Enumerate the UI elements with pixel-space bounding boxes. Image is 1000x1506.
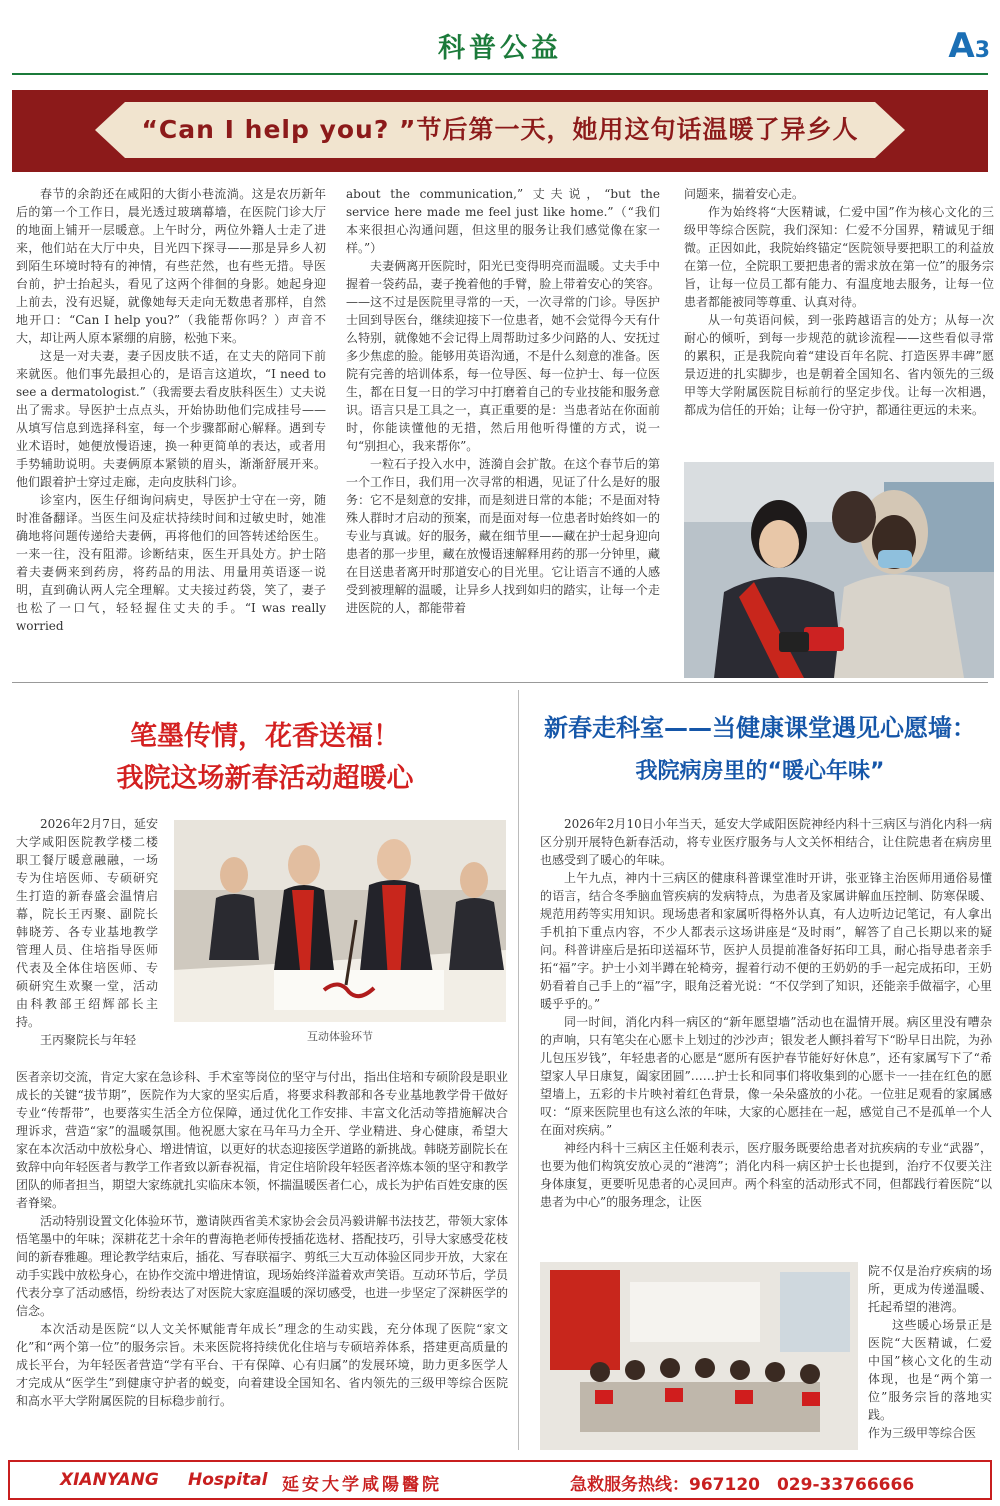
article3-body bbox=[540, 815, 992, 1211]
paragraph: 2026年2月10日小年当天，延安大学咸阳医院神经内科十三病区与消化内科一病区分别开展特色新春活动，将专业医疗服务与人文关怀相结合，让住院患者在病房里也感受到了暖心的年味。 bbox=[540, 817, 992, 867]
article1-photo bbox=[684, 462, 994, 678]
paragraph: 本次活动是医院“以人文关怀赋能青年成长”理念的生动实践，充分体现了医院“家文化”和“两个第一位”的服务宗旨。未来医院将持续优化住培与专硕培养体系，搭建更高质量的成长平台，为年轻医者营造“学有平台、干有保障、心有归属”的发展环境，助力更多医学人才完成从“医学生”到健康守护者的蜕变，向着建设全国知名、省内领先的三级甲等综合医院和高水平大学附属医院的目标稳步前行。 bbox=[16, 1322, 508, 1408]
paragraph: 神经内科十三病区主任姬利表示，医疗服务既要给患者对抗疾病的专业“武器”，也要为他们构筑安放心灵的“港湾”；消化内科一病区护士长也提到，治疗不仅要关注身体康复，更要听见患者的心灵回声。两个科室的活动形式不同，但都践行着医院“以患者为中心”的服务理念，让医 bbox=[540, 1141, 992, 1209]
paragraph: about the communication,” 丈夫说，“but the service here made me feel just like home.”（“我们本来很担心沟通问题，但这里的服务让我们感觉像在家一样。”） bbox=[346, 187, 660, 255]
article3-side-text bbox=[868, 1262, 992, 1442]
article1-title: “Can I help you? ”节后第一天，她用这句话温暖了异乡人 bbox=[141, 115, 859, 144]
paragraph: 作为三级甲等综合医 bbox=[868, 1426, 977, 1440]
paragraph: 2026年2月7日，延安大学咸阳医院教学楼二楼职工餐厅暖意融融，一场专为住培医师、专硕研究生打造的新春盛会温情启幕，院长王丙聚、副院长韩晓芳、各专业基地教学管理人员、住培指导医师代表及全体住培医师、专硕研究生欢聚一堂，活动由科教部王绍辉部长主持。 bbox=[16, 817, 158, 1029]
article2-title-line2: 我院这场新春活动超暖心 bbox=[116, 763, 414, 794]
paragraph: 问题来，揣着安心走。 bbox=[684, 187, 805, 201]
article3-photo bbox=[540, 1262, 858, 1450]
article2-intro bbox=[16, 815, 158, 1049]
article1-column-1 bbox=[16, 185, 326, 635]
paragraph: 作为始终将“大医精诚，仁爱中国”作为核心文化的三级甲等综合医院，我们深知：仁爱不分国界，精诚见于细微。正因如此，我院始终锚定“医院领导要把职工的利益放在第一位，全院职工要把患者的需求放在第一位”的服务宗旨，让每一位员工都有能力、有温度地去服务，让每一位患者都能被同等尊重、认真对待。 bbox=[684, 205, 994, 309]
page-digit: 3 bbox=[974, 38, 990, 63]
page-header bbox=[0, 0, 1000, 80]
article2-photo bbox=[174, 820, 506, 1022]
paragraph: 这是一对夫妻，妻子因皮肤不适，在丈夫的陪同下前来就医。他们事先最担心的，是语言这道坎，“I need to see a dermatologist.”（我需要去看皮肤科医生）丈夫说出了需求。导医护士点点头，开始协助他们完成挂号——从填写信息到选择科室，每一个步骤都耐心解释。遇到专业术语时，她便放慢语速，换一种更简单的表达，或者用手势辅助说明。夫妻俩原本紧锁的眉头，渐渐舒展开来。他们跟着护士穿过走廊，走向皮肤科门诊。 bbox=[16, 349, 326, 489]
paragraph: 上午九点，神内十三病区的健康科普课堂准时开讲，张亚锋主治医师用通俗易懂的语言，结合冬季脑血管疾病的发病特点，为患者及家属讲解血压控制、防寒保暖、规范用药等实用知识。现场患者和家属听得格外认真，有人边听边记笔记，有人拿出手机拍下重点内容，不少人都表示这场讲座是“及时雨”，解答了自己长期以来的疑问。科普讲座后是拓印送福环节，医护人员提前准备好拓印工具，耐心指导患者亲手拓“福”字。护士小刘半蹲在轮椅旁，握着行动不便的王奶奶的手一起完成拓印，王奶奶看着自己手上的“福”字，眼角泛着光说：“不仅学到了知识，还能亲手做福字，心里暖乎乎的。” bbox=[540, 871, 992, 1011]
footer-hospital-label: Hospital bbox=[188, 1470, 268, 1490]
article2-title-line1: 笔墨传情，花香送福！ bbox=[130, 721, 400, 752]
column-divider bbox=[518, 690, 519, 1450]
section-divider bbox=[12, 682, 988, 683]
paragraph: 这些暖心场景正是医院“大医精诚，仁爱中国”核心文化的生动体现，也是“两个第一位”服务宗旨的落地实践。 bbox=[868, 1318, 992, 1422]
page-number bbox=[948, 26, 990, 66]
footer-hospital-name: 延安大学咸陽醫院 bbox=[282, 1475, 442, 1495]
paragraph: 从一句英语问候，到一张跨越语言的处方；从每一次耐心的倾听，到每一步规范的就诊流程——这些看似寻常的累积，正是我院向着“建设百年名院、打造医界丰碑”愿景迈进的扎实脚步，也是朝着全国知名、省内领先的三级甲等大学附属医院目标前行的坚定步伐。让每一次相遇，都成为信任的开始；让每一份守护，都通往更远的未来。 bbox=[684, 313, 994, 417]
paragraph: 春节的余韵还在咸阳的大街小巷流淌。这是农历新年后的第一个工作日，晨光透过玻璃幕墙，在医院门诊大厅的地面上铺开一层暖意。上午时分，两位外籍人士走了进来，他们站在大厅中央，目光四下探寻——那是异乡人初到陌生环境时特有的神情，有些茫然，也有些无措。导医台前，护士抬起头，看见了这两个徘徊的身影。她起身迎上前去，没有迟疑，就像她每天走向无数患者那样，自然地开口：“Can I help you?”（我能帮你吗？）声音不大，却让两人原本紧绷的肩膀，松弛下来。 bbox=[16, 187, 326, 345]
paragraph: 同一时间，消化内科一病区的“新年愿望墙”活动也在温情开展。病区里没有嘈杂的声响，只有笔尖在心愿卡上划过的沙沙声；银发老人颤抖着写下“盼早日出院，为孙儿包压岁钱”，年轻患者的心愿是“愿所有医护春节能好好休息”，还有家属写下了“希望家人早日康复，阖家团圆”……护士长和同事们将收集到的心愿卡一一挂在红色的愿望墙上，五彩的卡片映衬着红色背景，像一朵朵盛放的小花。一位驻足观看的家属感叹：“原来医院里也有这么浓的年味，大家的心愿挂在一起，感觉自己不是孤单一个人在面对疾病。” bbox=[540, 1015, 992, 1137]
paragraph: 一粒石子投入水中，涟漪自会扩散。在这个春节后的第一个工作日，我们用一次寻常的相遇，见证了什么是好的服务：它不是刻意的安排，而是刻进日常的本能；不是面对特殊人群时才启动的预案，而是面对每一位患者时始终如一的专业与真诚。好的服务，藏在细节里——藏在护士起身迎向患者的那一步里，藏在放慢语速解释用药的那一分钟里，藏在目送患者离开时那道安心的目光里。它让语言不通的人感受到被理解的温暖，让异乡人找到如归的踏实，让每一个走进医院的人，都能带着 bbox=[346, 457, 660, 615]
footer-hotline: 急救服务热线：967120 029-33766666 bbox=[570, 1475, 915, 1495]
article1-column-3 bbox=[684, 185, 994, 419]
paragraph: 夫妻俩离开医院时，阳光已变得明亮而温暖。丈夫手中握着一袋药品，妻子挽着他的手臂，脸上带着安心的笑容。——这不过是医院里寻常的一天，一次寻常的门诊。导医护士回到导医台，继续迎接下一位患者，她不会觉得今天有什么特别，就像她不会记得上周帮助过多少问路的人、安抚过多少焦虑的脸。能够用英语沟通，不是什么刻意的准备。医院有完善的培训体系，每一位导医、每一位护士、每一位医生，都在日复一日的学习中打磨着自己的专业技能和服务意识。语言只是工具之一，真正重要的是：当患者站在你面前时，你能读懂他的无措，然后用他听得懂的方式，说一句“别担心，我来帮你”。 bbox=[346, 259, 660, 453]
page-footer bbox=[8, 1460, 992, 1500]
footer-city: XIANYANG bbox=[60, 1470, 159, 1490]
article2-body bbox=[16, 1068, 508, 1410]
article3-title-line2: 我院病房里的“暖心年味” bbox=[635, 759, 885, 784]
section-title: 科普公益 bbox=[438, 33, 562, 64]
paragraph: 活动特别设置文化体验环节，邀请陕西省美术家协会会员冯毅讲解书法技艺，带领大家体悟笔墨中的年味；深耕花艺十余年的曹海艳老师传授插花选材、搭配技巧，引导大家感受花枝间的新春雅趣。理论教学结束后，插花、写春联福字、剪纸三大互动体验区同步开放，大家在动手实践中放松身心，在协作交流中增进情谊，现场始终洋溢着欢声笑语。互动环节后，学员代表分享了活动感悟，纷纷表达了对医院大家庭温暖的深切感受，也进一步坚定了深耕医学的信念。 bbox=[16, 1214, 509, 1318]
paragraph: 院不仅是治疗疾病的场所，更成为传递温暖、托起希望的港湾。 bbox=[868, 1264, 992, 1314]
article1-column-2 bbox=[346, 185, 660, 617]
page-letter: A bbox=[948, 26, 975, 66]
paragraph: 王丙聚院长与年轻 bbox=[40, 1033, 137, 1047]
article3-title-line1: 新春走科室——当健康课堂遇见心愿墙： bbox=[544, 714, 976, 742]
article2-photo-caption: 互动体验环节 bbox=[307, 1030, 373, 1043]
paragraph: 诊室内，医生仔细询问病史，导医护士守在一旁，随时准备翻译。当医生问及症状持续时间和过敏史时，她准确地将问题传递给夫妻俩，再将他们的回答转述给医生。一来一往，没有阻滞。诊断结束，医生开具处方。护士陪着夫妻俩来到药房，将药品的用法、用量用英语逐一说明，直到确认两人完全理解。丈夫接过药袋，笑了，妻子也松了一口气，轻轻握住丈夫的手。“I was really worried bbox=[16, 493, 326, 633]
header-rule bbox=[12, 73, 988, 75]
paragraph: 医者亲切交流，肯定大家在急诊科、手术室等岗位的坚守与付出，指出住培和专硕阶段是职业成长的关键“拔节期”，医院作为大家的坚实后盾，将要求科教部和各专业基地教学骨干做好专业“传帮带”，也要落实生活全方位保障，通过优化工作安排、丰富文化活动等措施解决合理诉求，营造“家”的温暖氛围。他祝愿大家在马年马力全开、学业精进、身心健康，希望大家在本次活动中放松身心、增进情谊，以更好的状态迎接医学道路的新挑战。韩晓芳副院长在致辞中向年轻医者与教学工作者致以新春祝福，肯定住培阶段年轻医者淬炼本领的坚守和教学团队的师者担当，期望大家练就扎实临床本领，怀揣温暖医者仁心，成长为护佑百姓安康的医者脊梁。 bbox=[16, 1070, 509, 1210]
